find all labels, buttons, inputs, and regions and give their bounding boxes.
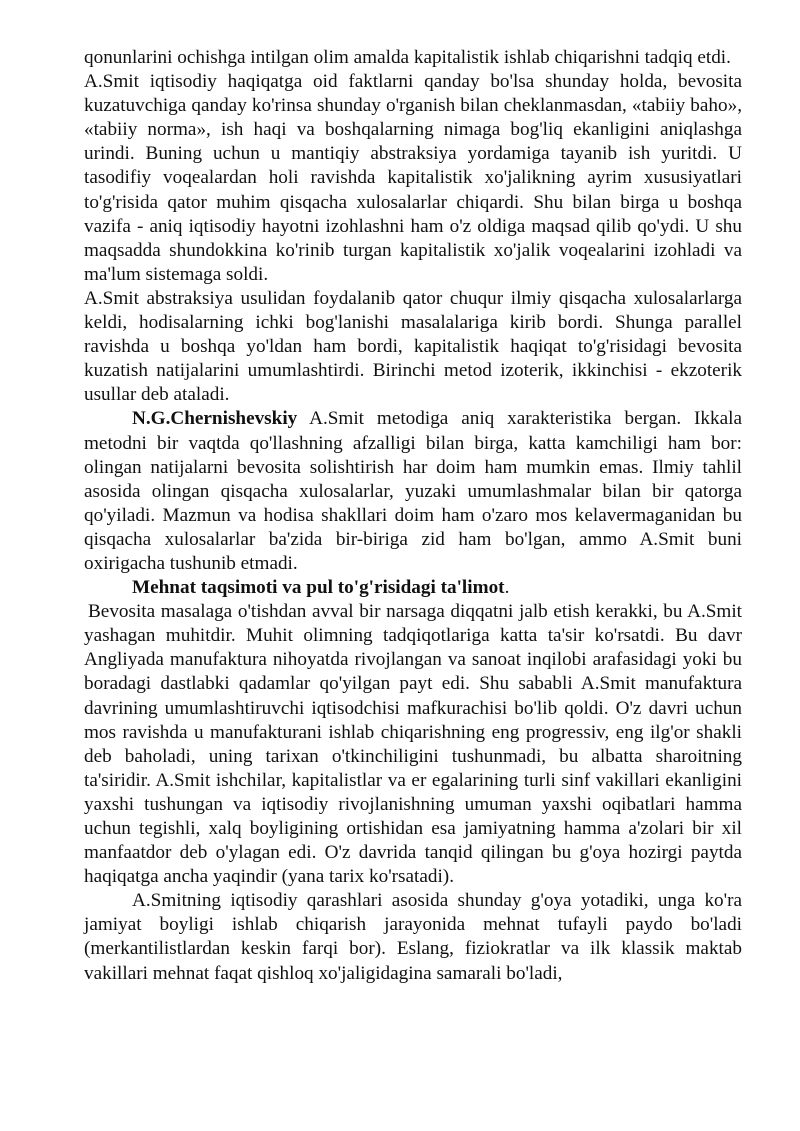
section-heading-text: Mehnat taqsimoti va pul to'g'risidagi ta'limot (132, 577, 505, 599)
paragraph-environment: Bevosita masalaga o'tishdan avval bir narsaga diqqatni jalb etish kerakki, bu A.Smit yashagan muhitdir. Muhit olimning tadqiqotlariga katta ta'sir ko'rsatdi. Bu davr Angliyada manufaktura nihoyatda rivojlangan va sanoat inqilobi arafasidagi yoki bu boradagi dastlabki qadamlar qo'yilgan payt edi. Shu sababli A.Smit manufaktura davrining umumlashtiruvchi iqtisodchisi mafkurachisi bo'lib qoldi. O'z davri uchun mos ravishda u manufakturani ishlab chiqarishning eng progressiv, eng ilg'or shakli deb baholadi, uning tarixan o'tkinchiligini tushunmadi, bu albatta sharoitning ta'siridir. A.Smit ishchilar, kapitalistlar va er egalarining turli sinf vakillari ekanligini yaxshi tushungan va iqtisodiy rivojlanishning umuman yaxshi oqibatlari hamma uchun tegishli, xalq boyligining ortishidan esa jamiyatning hamma a'zolari bir xil manfaatdor deb o'ylagan edi. O'z davrida tanqid qilingan bu g'oya hozirgi paytda haqiqatga ancha yaqindir (yana tarix ko'rsatadi). (84, 601, 742, 888)
document-page (84, 46, 742, 986)
section-heading (84, 576, 742, 600)
paragraph-chernishevskiy (84, 407, 742, 576)
paragraph-intro-continuation: qonunlarini ochishga intilgan olim amalda kapitalistik ishlab chiqarishni tadqiq etdi. (84, 47, 731, 68)
author-name: N.G.Chernishevskiy (132, 408, 298, 430)
section-heading-period: . (504, 577, 510, 599)
paragraph-two-methods: A.Smit abstraksiya usulidan foydalanib qator chuqur ilmiy qisqacha xulosalarlarga keldi, hodisalarning ichki bog'lanishi masalalariga kirib bordi. Shunga parallel ravishda u boshqa yo'ldan ham bordi, kapitalistik haqiqat to'g'risidagi bevosita kuzatish natijalarini umumlashtirdi. Birinchi metod izoterik, ikkinchisi - ekzoterik usullar deb ataladi. (84, 287, 742, 406)
paragraph-abstraction-method: A.Smit iqtisodiy haqiqatga oid faktlarni qanday bo'lsa shunday holda, bevosita kuzatuvchiga qanday ko'rinsa shunday o'rganish bilan cheklanmasdan, «tabiiy baho», «tabiiy norma», ish haqi va boshqalarning nimaga bog'liq ekanligini aniqlashga urindi. Buning uchun u mantiqiy abstraksiya yordamiga tayanib ish yuritdi. U tasodifiy voqealardan holi ravishda kapitalistik xo'jalikning ayrim xususiyatlari to'g'risida qator muhim qisqacha xulosalarlar chiqardi. Shu bilan birga u boshqa vazifa - aniq iqtisodiy hayotni izohlashni ham o'z oldiga maqsad qilib qo'ydi. U shu maqsadda shundokkina ko'rinib turgan kapitalistik xo'jalik voqealarini izohladi va ma'lum sistemaga soldi. (84, 71, 742, 285)
paragraph-wealth-labor: A.Smitning iqtisodiy qarashlari asosida shunday g'oya yotadiki, unga ko'ra jamiyat boyligi ishlab chiqarish jarayonida mehnat tufayli paydo bo'ladi (merkantilistlardan keskin farqi bor). Eslang, fiziokratlar va ilk klassik maktab vakillari mehnat faqat qishloq xo'jaligidagina samarali bo'ladi, (84, 890, 742, 984)
paragraph-chernishevskiy-text: A.Smit metodiga aniq xarakteristika bergan. Ikkala metodni bir vaqtda qo'llashning afzalligi bilan birga, katta kamchiligi ham bor: olingan natijalarni bevosita solishtirish har doim ham mumkin emas. Ilmiy tahlil asosida olingan qisqacha xulosalarlar, yuzaki umumlashmalar bilan bir qatorga qo'yiladi. Mazmun va hodisa shakllari doim ham o'zaro mos kelavermaganidan bu qisqacha xulosalarlar ba'zida bir-biriga zid ham bo'lgan, ammo A.Smit buni oxirigacha tushunib etmadi. (84, 408, 742, 574)
